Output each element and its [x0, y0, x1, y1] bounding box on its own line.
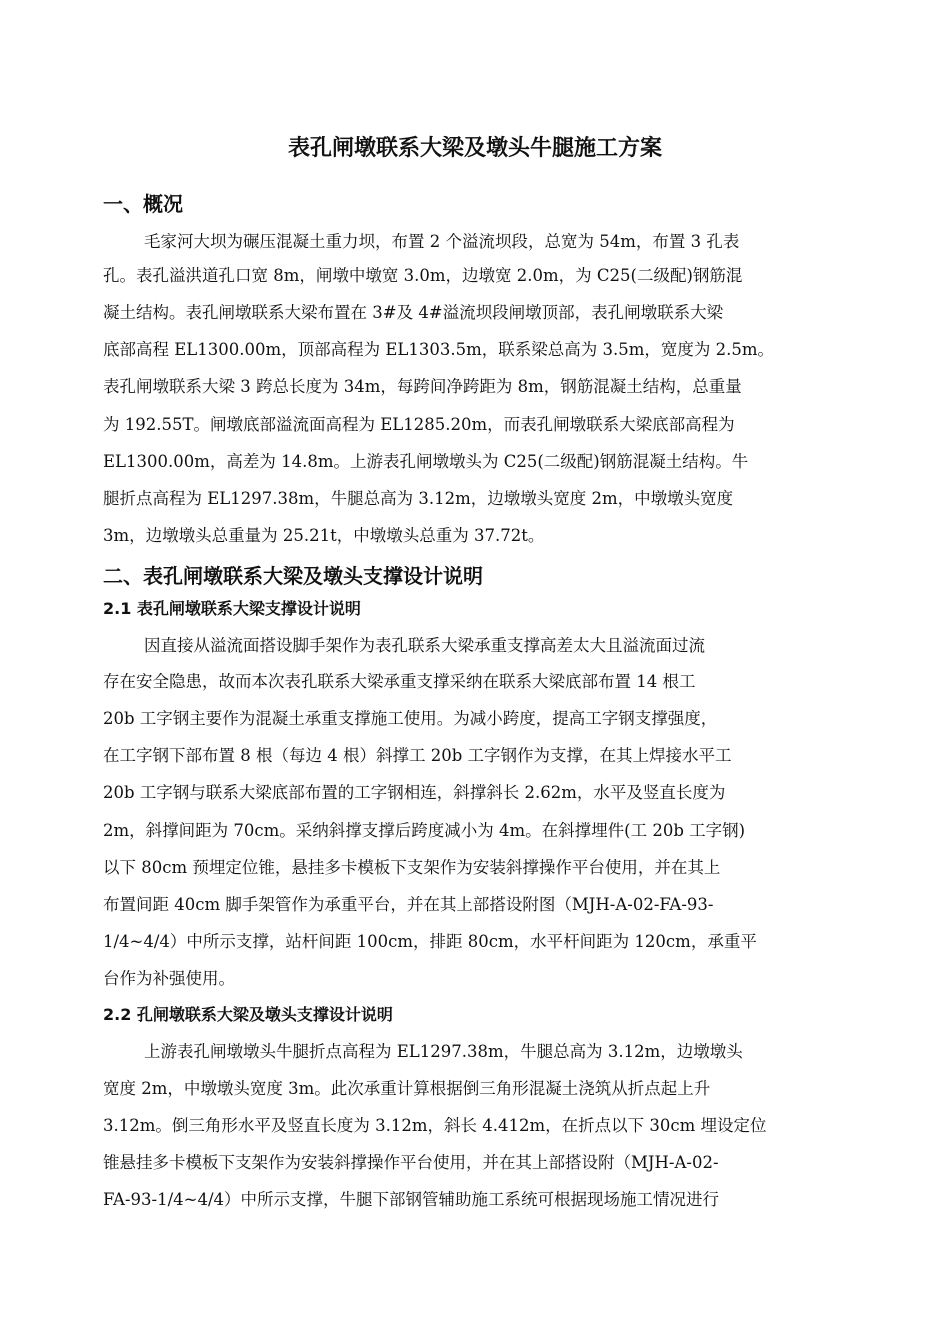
paragraph-line: 毛家河大坝为碾压混凝土重力坝，布置 2 个溢流坝段，总宽为 54m，布置 3 孔表: [144, 232, 740, 251]
paragraph-line: EL1300.00m，高差为 14.8m。上游表孔闸墩墩头为 C25(二级配)钢筋混凝土结构。牛: [103, 452, 749, 471]
paragraph-line: FA-93-1/4~4/4）中所示支撑，牛腿下部钢管辅助施工系统可根据现场施工情况进行: [103, 1190, 720, 1209]
paragraph-line: 存在安全隐患，故而本次表孔联系大梁承重支撑采纳在联系大梁底部布置 14 根工: [103, 672, 696, 691]
subsection-heading-2-2: 2.2 孔闸墩联系大梁及墩头支撑设计说明: [103, 1005, 393, 1024]
subsection-heading-2-1: 2.1 表孔闸墩联系大梁支撑设计说明: [103, 599, 361, 618]
paragraph-line: 台作为补强使用。: [103, 969, 235, 988]
paragraph-line: 腿折点高程为 EL1297.38m，牛腿总高为 3.12m，边墩墩头宽度 2m，中墩墩头宽度: [103, 489, 734, 508]
paragraph-line: 以下 80cm 预埋定位锥，悬挂多卡模板下支架作为安装斜撑操作平台使用，并在其上: [103, 858, 721, 877]
paragraph-line: 20b 工字钢主要作为混凝土承重支撑施工使用。为减小跨度，提高工字钢支撑强度，: [103, 709, 718, 728]
paragraph-line: 3m，边墩墩头总重量为 25.21t，中墩墩头总重为 37.72t。: [103, 526, 545, 545]
paragraph-line: 2m，斜撑间距为 70cm。采纳斜撑支撑后跨度减小为 4m。在斜撑埋件(工 20b 工字钢): [103, 821, 746, 840]
paragraph-line: 宽度 2m，中墩墩头宽度 3m。此次承重计算根据倒三角形混凝土浇筑从折点起上升: [103, 1079, 711, 1098]
section-heading-support-design: 二、表孔闸墩联系大梁及墩头支撑设计说明: [103, 564, 483, 588]
section-heading-overview: 一、概况: [103, 192, 183, 216]
paragraph-line: 孔。表孔溢洪道孔口宽 8m，闸墩中墩宽 3.0m，边墩宽 2.0m，为 C25(二级配)钢筋混: [103, 266, 743, 285]
paragraph-line: 表孔闸墩联系大梁 3 跨总长度为 34m，每跨间净跨距为 8m，钢筋混凝土结构，总重量: [103, 377, 742, 396]
paragraph-line: 为 192.55T。闸墩底部溢流面高程为 EL1285.20m，而表孔闸墩联系大梁底部高程为: [103, 415, 735, 434]
paragraph-line: 1/4~4/4）中所示支撑，站杆间距 100cm，排距 80cm，水平杆间距为 120cm，承重平: [103, 932, 757, 951]
document-title: 表孔闸墩联系大梁及墩头牛腿施工方案: [287, 136, 662, 161]
paragraph-line: 锥悬挂多卡模板下支架作为安装斜撑操作平台使用，并在其上部搭设附（MJH-A-02-: [103, 1153, 719, 1172]
paragraph-line: 布置间距 40cm 脚手架管作为承重平台，并在其上部搭设附图（MJH-A-02-FA-93-: [103, 895, 714, 914]
paragraph-line: 上游表孔闸墩墩头牛腿折点高程为 EL1297.38m，牛腿总高为 3.12m，边墩墩头: [144, 1042, 743, 1061]
paragraph-line: 在工字钢下部布置 8 根（每边 4 根）斜撑工 20b 工字钢作为支撑，在其上焊接水平工: [103, 746, 732, 765]
paragraph-line: 因直接从溢流面搭设脚手架作为表孔联系大梁承重支撑高差太大且溢流面过流: [144, 636, 705, 655]
paragraph-line: 3.12m。倒三角形水平及竖直长度为 3.12m，斜长 4.412m，在折点以下 30cm 埋设定位: [103, 1116, 767, 1135]
paragraph-line: 凝土结构。表孔闸墩联系大梁布置在 3#及 4#溢流坝段闸墩顶部，表孔闸墩联系大梁: [103, 303, 724, 322]
paragraph-line: 20b 工字钢与联系大梁底部布置的工字钢相连，斜撑斜长 2.62m，水平及竖直长度为: [103, 783, 726, 802]
paragraph-line: 底部高程 EL1300.00m，顶部高程为 EL1303.5m，联系梁总高为 3.5m，宽度为 2.5m。: [103, 340, 775, 359]
